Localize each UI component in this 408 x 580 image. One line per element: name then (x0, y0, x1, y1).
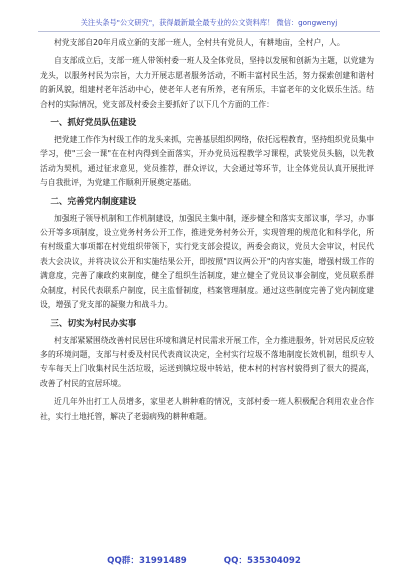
section-heading: 一、抓好党员队伍建设 (50, 118, 137, 129)
document-body (40, 36, 374, 428)
header-divider (38, 31, 380, 32)
intro-paragraph: 自支部成立后，支部一班人带领村委一班人及全体党员，坚持以发展和创新为主题，以党建为龙头，以服务村民为宗旨，大力开展志愿者服务活动，不断丰富村民生活，努力探索创建和谐村的新风貌，组建村老年活动中心，使老年人老有所养，老有所乐，丰富老年的文化娱乐生活。结合村的实际情况，党支部及村委会主要抓好了以下几个方面的工作： (40, 56, 374, 109)
section-paragraph: 加强班子领导机制和工作机制建设，加强民主集中制，逐步健全和落实支部议事，学习，办事公开等多项制度，设立党务村务公开工作，推进党务村务公开，实现管理的规范化和科学化，所有村级重大事项都在村党组织带领下，实行党支部会提议，两委会商议，党员大会审议，村民代表大会决议，并将决议公开和实施结果公开，即按照"四议两公开"的内容实施，增强村级工作的满意度，完善了廉政约束制度，健全了组织生活制度，建立健全了党员议事会制度，党员联系群众制度，村民代表联系户制度，民主监督制度，档案管理制度。通过这些制度完善了党内制度建设，增强了党支部的凝聚力和战斗力。 (40, 213, 374, 310)
section-paragraph: 近几年外出打工人员增多，家里老人耕种难的情况，支部村委一班人积极配合利用农业合作社，实行土地托管，解决了老弱病残的耕种难题。 (40, 397, 374, 421)
intro-paragraph: 村党支部自20年月成立新的支部一班人，全村共有党员人，有耕地亩，全村户，人。 (54, 38, 345, 47)
page-footer (0, 554, 408, 566)
qq-number: QQ：535304092 (223, 556, 301, 566)
section-heading: 三、切实为村民办实事 (50, 318, 137, 329)
section-heading: 二、完善党内制度建设 (50, 196, 137, 207)
qq-group-number: QQ群：31991489 (107, 556, 187, 566)
page-header: 关注头条号"公文研究"，获得最新最全最专业的公文资料库！ 微信：gongwenyj (80, 18, 338, 27)
section-paragraph: 把党建工作作为村级工作的龙头来抓，完善基层组织网络，依托远程教育，坚持组织党员集中学习，使"三会一课"在在村内得到全面落实，开办党员远程教学习课程，武装党员头脑，以先教活动为契机，通过征求意见，党员推荐，群众评议，大会通过等环节，让全体党员认真开展批评与自我批评，为党建工作顺利开展奠定基础。 (40, 135, 374, 188)
section-paragraph: 村支部紧紧围绕改善村民居住环境和满足村民需求开展工作，全力推进服务，针对居民反应较多的环境问题，支部与村委及村民代表商议决定，全村实行垃圾不落地制度长效机制，组织专人专车每天上门收集村民生活垃圾，运送到镇垃圾中转站，使本村的村容村貌得到了很大的提高，改善了村民的宜居环境。 (40, 335, 374, 388)
